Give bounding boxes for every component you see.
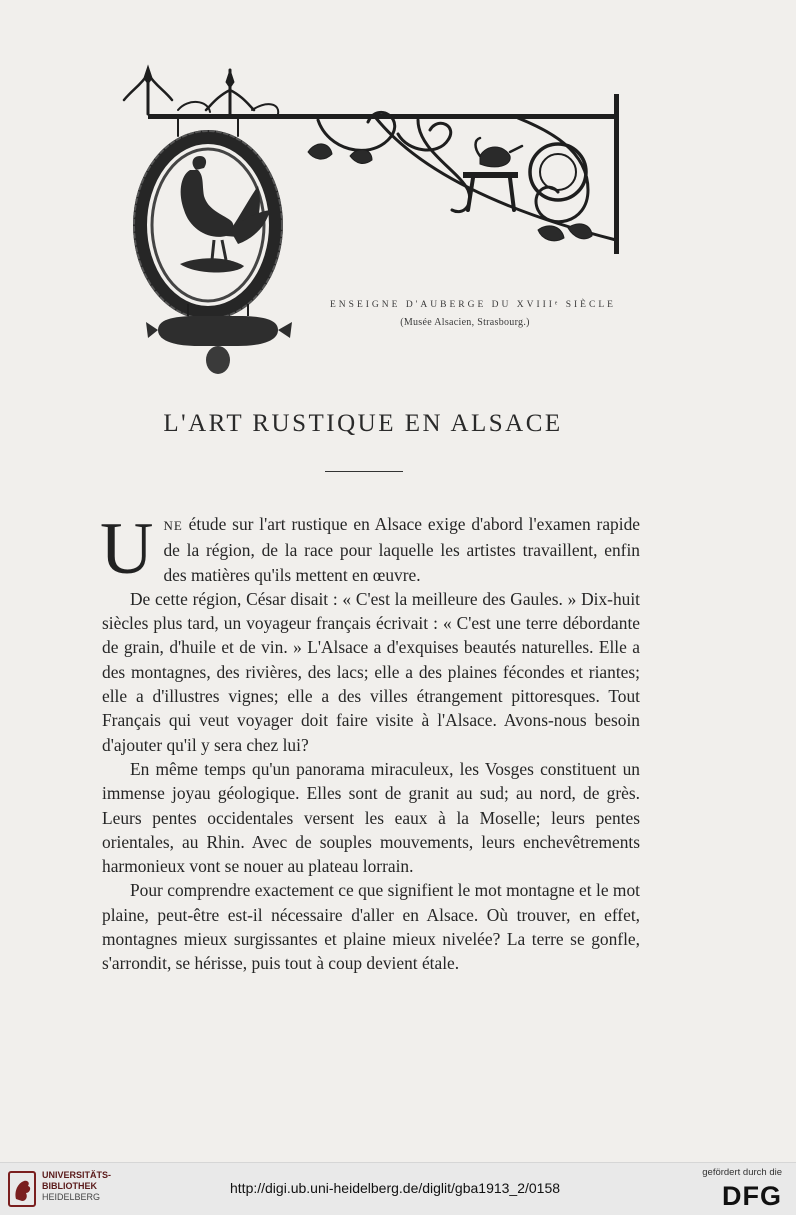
article-body [100,508,640,976]
viewer-footer [0,1162,796,1215]
drop-cap: U [100,508,154,590]
heidelberg-lion-icon[interactable] [8,1171,36,1207]
paragraph-1 [100,508,640,590]
title-divider [325,471,403,472]
first-word-small-caps: NE [163,518,183,533]
permalink-url[interactable]: http://digi.ub.uni-heidelberg.de/diglit/gba1913_2/0158 [230,1180,561,1196]
funding-label: gefördert durch die [702,1167,782,1178]
caption-title: ENSEIGNE D'AUBERGE DU XVIIIᵉ SIÈCLE [330,300,616,310]
dfg-logo[interactable]: DFG [722,1181,782,1211]
illustration-caption [330,296,616,332]
paragraph-2: De cette région, César disait : « C'est la meilleure des Gaules. » Dix-huit siècles plus tard, un voyageur français écrivait : « C'est une terre débordante de grain, d'huile et de vin. » L'Alsace a d'exquises beautés naturelles. Elle a des montagnes, des rivières, des lacs; elle a des plaines fécondes et riantes; elle a d'illustres vignes; elle a des villes étrangement pittoresques. Tout Français qui veut voyager doit faire visite à l'Alsace. Avons-nous besoin d'ajouter qu'il y sera chez lui? [102,588,640,755]
institution-line-3: HEIDELBERG [42,1192,101,1202]
university-library-name[interactable] [42,1170,111,1203]
article-title: L'ART RUSTIQUE EN ALSACE [163,410,563,437]
institution-line-1: UNIVERSITÄTS- [42,1170,112,1180]
inn-sign-illustration [118,60,628,380]
paragraph-3: En même temps qu'un panorama miraculeux, les Vosges constituent un immense joyau géologique. Elles sont de granit au sud; au nord, de grès. Leurs pentes occidentales versent les eaux à la Moselle; leurs pentes orientales, au Rhin. Avec de souples mouvements, leurs enchevêtrements harmonieux vont se nouer au plateau lorrain. [102,758,640,877]
paragraph-4: Pour comprendre exactement ce que signifient le mot montagne et le mot plaine, peut-être est-il nécessaire d'aller en Alsace. Où trouver, en effet, montagnes mieux surgissantes et plaine mieux nivelée? La terre se gonfle, s'arrondit, se hérisse, puis tout à coup devient étale. [102,880,640,974]
caption-subtitle: (Musée Alsacien, Strasbourg.) [400,317,530,328]
paragraph-1-text: étude sur l'art rustique en Alsace exige d'abord l'examen rapide de la région, de la race pour laquelle les artistes travaillent, enfin des matières qu'ils mettent en œuvre. [163,514,640,585]
institution-line-2: BIBLIOTHEK [42,1181,97,1191]
